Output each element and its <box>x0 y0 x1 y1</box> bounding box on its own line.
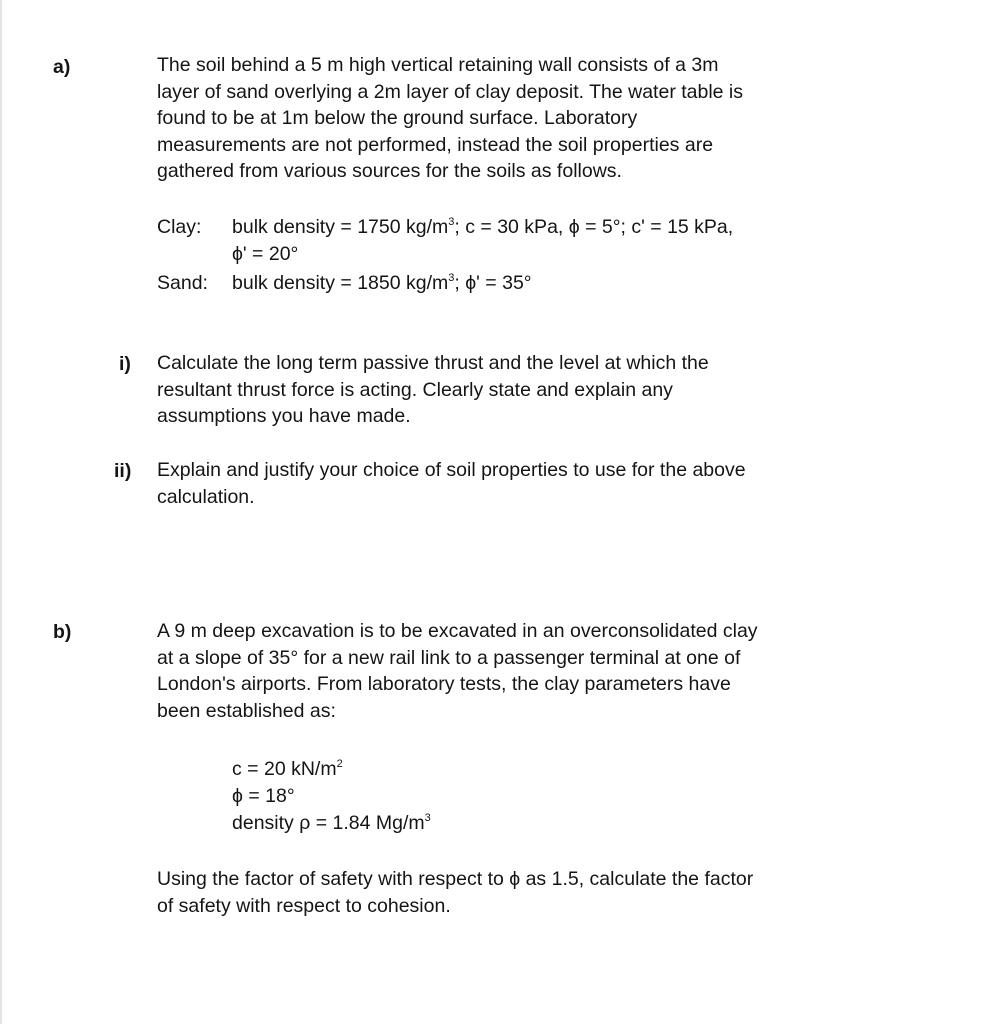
question-i-line: Calculate the long term passive thrust and the level at which the <box>157 352 709 374</box>
sand-density-text: bulk density = 1850 kg/m <box>232 272 449 294</box>
clay-density-text: bulk density = 1750 kg/m <box>232 216 449 238</box>
question-ii-label: ii) <box>114 460 132 482</box>
question-i-line: resultant thrust force is acting. Clearly state and explain any <box>157 378 673 401</box>
part-b-intro <box>157 618 758 724</box>
density-exponent: 3 <box>424 812 431 824</box>
part-b-label: b) <box>53 621 72 643</box>
question-i-line: assumptions you have made. <box>157 405 411 427</box>
clay-properties-line-2: ϕ' = 20° <box>232 243 299 265</box>
part-a-intro-line: layer of sand overlying a 2m layer of clay deposit. The water table is <box>157 80 744 103</box>
param-density <box>232 810 431 836</box>
sand-friction-text: ; ϕ' = 35° <box>454 272 532 294</box>
part-a-intro-line: The soil behind a 5 m high vertical retaining wall consists of a 3m <box>157 54 719 76</box>
part-a-intro-line: gathered from various sources for the soils as follows. <box>157 160 622 182</box>
clay-density-exponent: 3 <box>448 216 455 228</box>
part-b-intro-line: A 9 m deep excavation is to be excavated in an overconsolidated clay <box>157 620 758 642</box>
part-a-intro-line: found to be at 1m below the ground surface. Laboratory <box>157 107 638 129</box>
question-ii-line: Explain and justify your choice of soil properties to use for the above <box>157 459 746 481</box>
question-ii-text <box>157 457 746 510</box>
clay-properties-line-1 <box>232 214 733 240</box>
param-cohesion <box>232 756 343 782</box>
question-i-label: i) <box>119 353 131 375</box>
part-a-intro-line: measurements are not performed, instead the soil properties are <box>157 133 714 156</box>
cohesion-exponent: 2 <box>336 758 343 770</box>
density-text: density ρ = 1.84 Mg/m <box>232 812 425 834</box>
sand-properties <box>232 270 532 296</box>
clay-strength-text: ; c = 30 kPa, ϕ = 5°; c' = 15 kPa, <box>454 216 734 238</box>
clay-label: Clay: <box>157 216 202 238</box>
param-friction-angle: ϕ = 18° <box>232 785 295 807</box>
part-b-intro-line: at a slope of 35° for a new rail link to a passenger terminal at one of <box>157 646 741 669</box>
part-b-intro-line: been established as: <box>157 699 336 722</box>
question-i-text <box>157 350 709 430</box>
part-a-label: a) <box>53 56 71 78</box>
cohesion-text: c = 20 kN/m <box>232 758 337 780</box>
sand-density-exponent: 3 <box>448 272 455 284</box>
page-edge <box>0 0 2 1024</box>
part-b-question-line: of safety with respect to cohesion. <box>157 894 451 917</box>
part-b-question-line: Using the factor of safety with respect to ϕ as 1.5, calculate the factor <box>157 868 754 890</box>
part-b-intro-line: London's airports. From laboratory tests, the clay parameters have <box>157 673 731 695</box>
part-a-intro <box>157 52 743 185</box>
part-b-question <box>157 866 753 919</box>
sand-label: Sand: <box>157 272 208 294</box>
question-ii-line: calculation. <box>157 485 255 508</box>
